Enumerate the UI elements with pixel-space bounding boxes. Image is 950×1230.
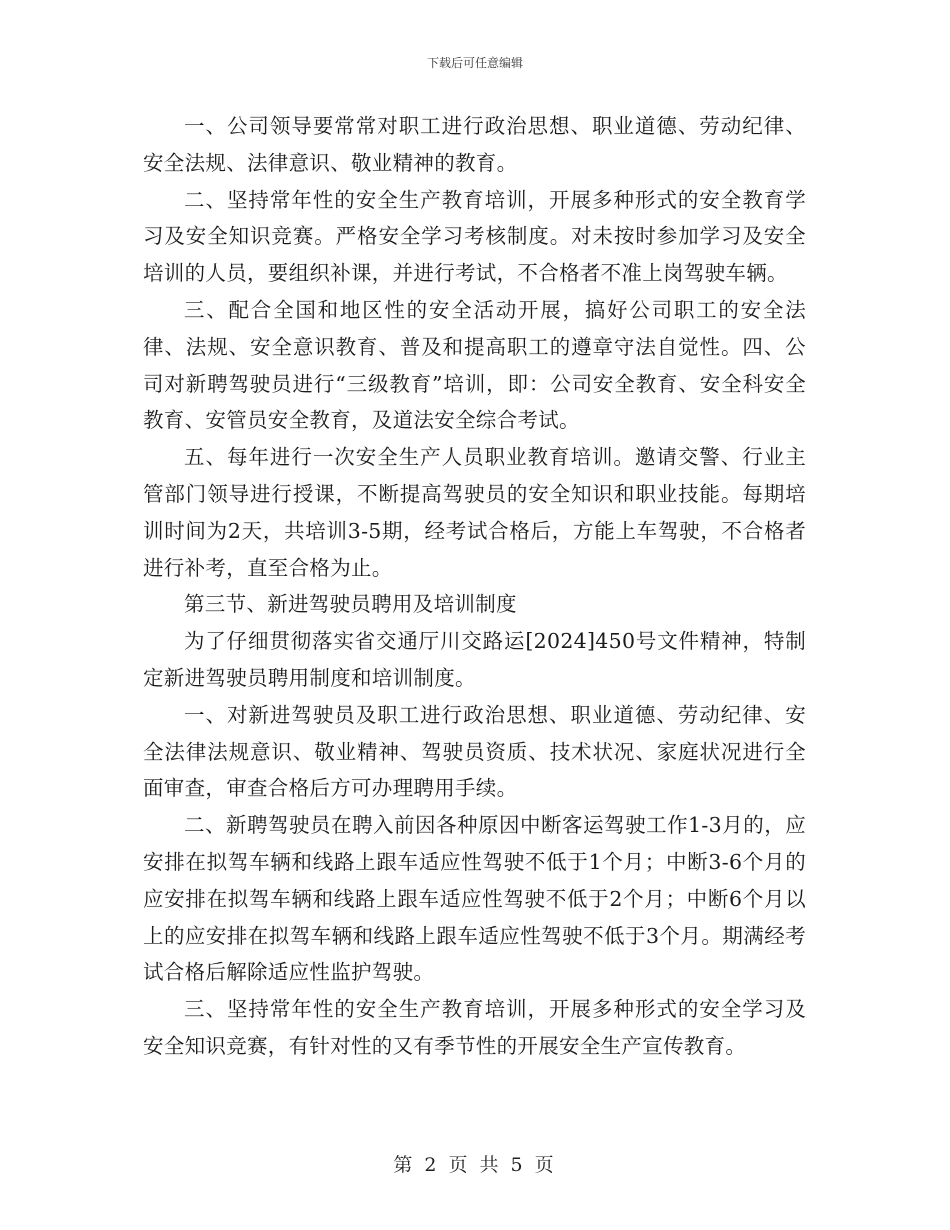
paragraph-6: 为了仔细贯彻落实省交通厅川交路运[2024]450号文件精神，特制定新进驾驶员聘用制度和培训制度。 <box>143 629 806 690</box>
section-heading: 第三节、新进驾驶员聘用及培训制度 <box>184 592 517 617</box>
paragraph-4: 五、每年进行一次安全生产人员职业教育培训。邀请交警、行业主管部门领导进行授课，不断提高驾驶员的安全知识和职业技能。每期培训时间为2天，共培训3-5期，经考试合格后，方能上车驾驶，不合格者进行补考，直至合格为止。 <box>143 445 806 580</box>
document-body <box>143 108 806 1065</box>
paragraph-2: 二、坚持常年性的安全生产教育培训，开展多种形式的安全教育学习及安全知识竞赛。严格安全学习考核制度。对未按时参加学习及安全培训的人员，要组织补课，并进行考试，不合格者不准上岗驾驶车辆。 <box>143 187 806 286</box>
page-header: 下载后可任意编辑 <box>426 56 523 70</box>
paragraph-9: 三、坚持常年性的安全生产教育培训，开展多种形式的安全学习及安全知识竞赛，有针对性的又有季节性的开展安全生产宣传教育。 <box>143 997 806 1058</box>
paragraph-1: 一、公司领导要常常对职工进行政治思想、职业道德、劳动纪律、安全法规、法律意识、敬业精神的教育。 <box>143 114 806 175</box>
paragraph-7: 一、对新进驾驶员及职工进行政治思想、职业道德、劳动纪律、安全法律法规意识、敬业精神、驾驶员资质、技术状况、家庭状况进行全面审查，审查合格后方可办理聘用手续。 <box>143 702 806 801</box>
paragraph-3: 三、配合全国和地区性的安全活动开展，搞好公司职工的安全法律、法规、安全意识教育、普及和提高职工的遵章守法自觉性。四、公司对新聘驾驶员进行“三级教育”培训，即：公司安全教育、安全科安全教育、安管员安全教育，及道法安全综合考试。 <box>143 297 806 433</box>
page-number-footer: 第 2 页 共 5 页 <box>393 1154 557 1176</box>
paragraph-8: 二、新聘驾驶员在聘入前因各种原因中断客运驾驶工作1-3月的，应安排在拟驾车辆和线路上跟车适应性驾驶不低于1个月；中断3-6个月的应安排在拟驾车辆和线路上跟车适应性驾驶不低于2个月；中断6个月以上的应安排在拟驾车辆和线路上跟车适应性驾驶不低于3个月。期满经考试合格后解除适应性监护驾驶。 <box>143 813 806 985</box>
